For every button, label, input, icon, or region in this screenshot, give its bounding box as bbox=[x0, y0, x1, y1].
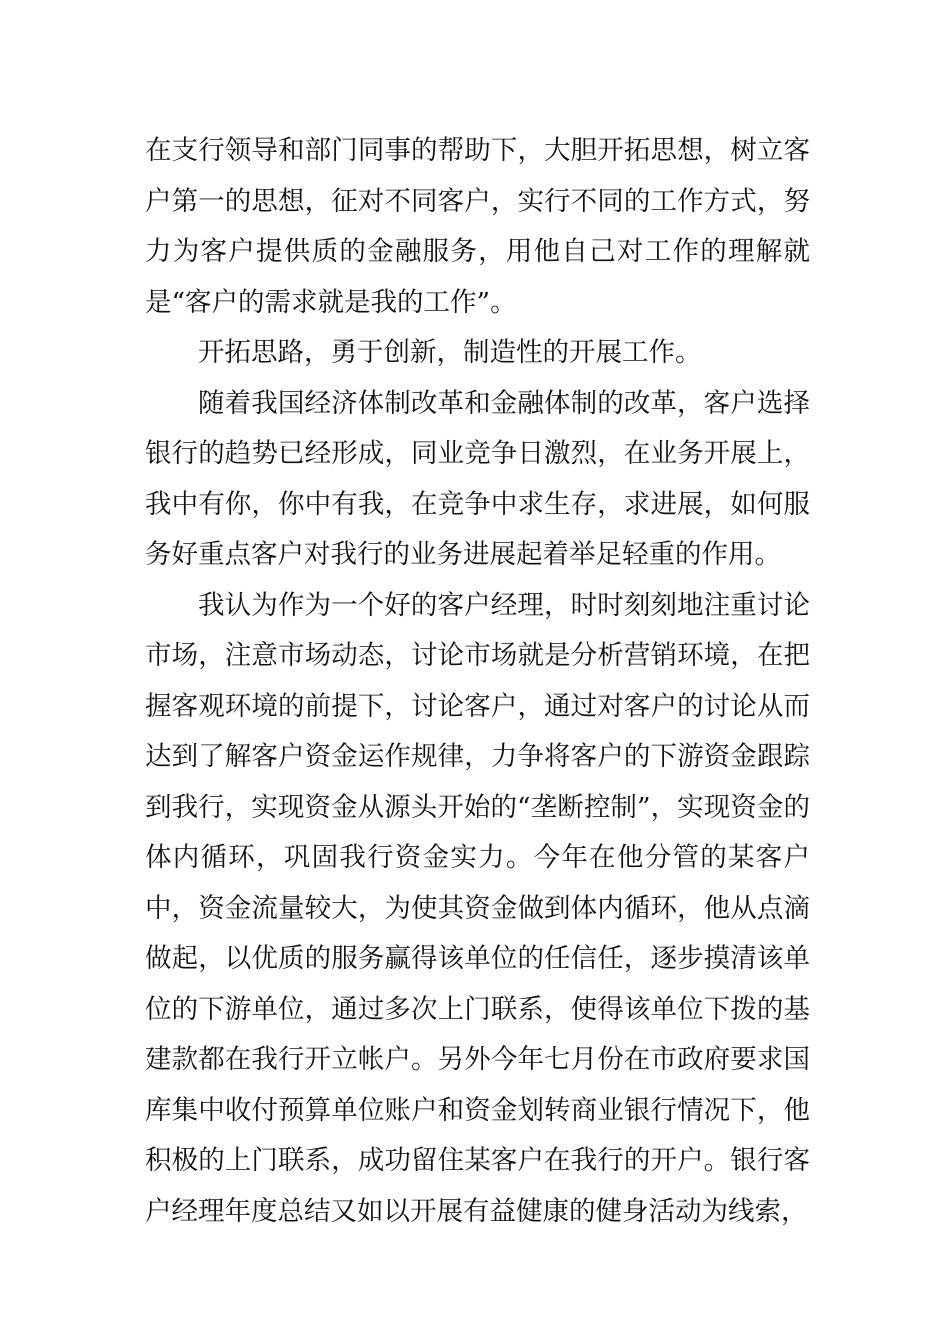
paragraph-continuation: 在支行领导和部门同事的帮助下，大胆开拓思想，树立客户第一的思想，征对不同客户，实行不同的工作方式，努力为客户提供质的金融服务，用他自己对工作的理解就是“客户的需求就是我的工作”。 bbox=[145, 135, 810, 318]
paragraph-heading: 开拓思路，勇于创新，制造性的开展工作。 bbox=[198, 337, 702, 368]
document-body bbox=[145, 126, 810, 1237]
paragraph: 我认为作为一个好的客户经理，时时刻刻地注重讨论市场，注意市场动态，讨论市场就是分析营销环境，在把握客观环境的前提下，讨论客户，通过对客户的讨论从而达到了解客户资金运作规律，力争将客户的下游资金跟踪到我行，实现资金从源头开始的“垄断控制”，实现资金的体内循环，巩固我行资金实力。今年在他分管的某客户中，资金流量较大，为使其资金做到体内循环，他从点滴做起，以优质的服务赢得该单位的任信任，逐步摸清该单位的下游单位，通过多次上门联系，使得该单位下拨的基建款都在我行开立帐户。另外今年七月份在市政府要求国库集中收付预算单位账户和资金划转商业银行情况下，他积极的上门联系，成功留住某客户在我行的开户。银行客户经理年度总结又如以开展有益健康的健身活动为线索， bbox=[145, 589, 810, 1227]
paragraph: 随着我国经济体制改革和金融体制的改革，客户选择银行的趋势已经形成，同业竞争日激烈，在业务开展上，我中有你，你中有我，在竞争中求生存，求进展，如何服务好重点客户对我行的业务进展起着举足轻重的作用。 bbox=[145, 387, 810, 570]
